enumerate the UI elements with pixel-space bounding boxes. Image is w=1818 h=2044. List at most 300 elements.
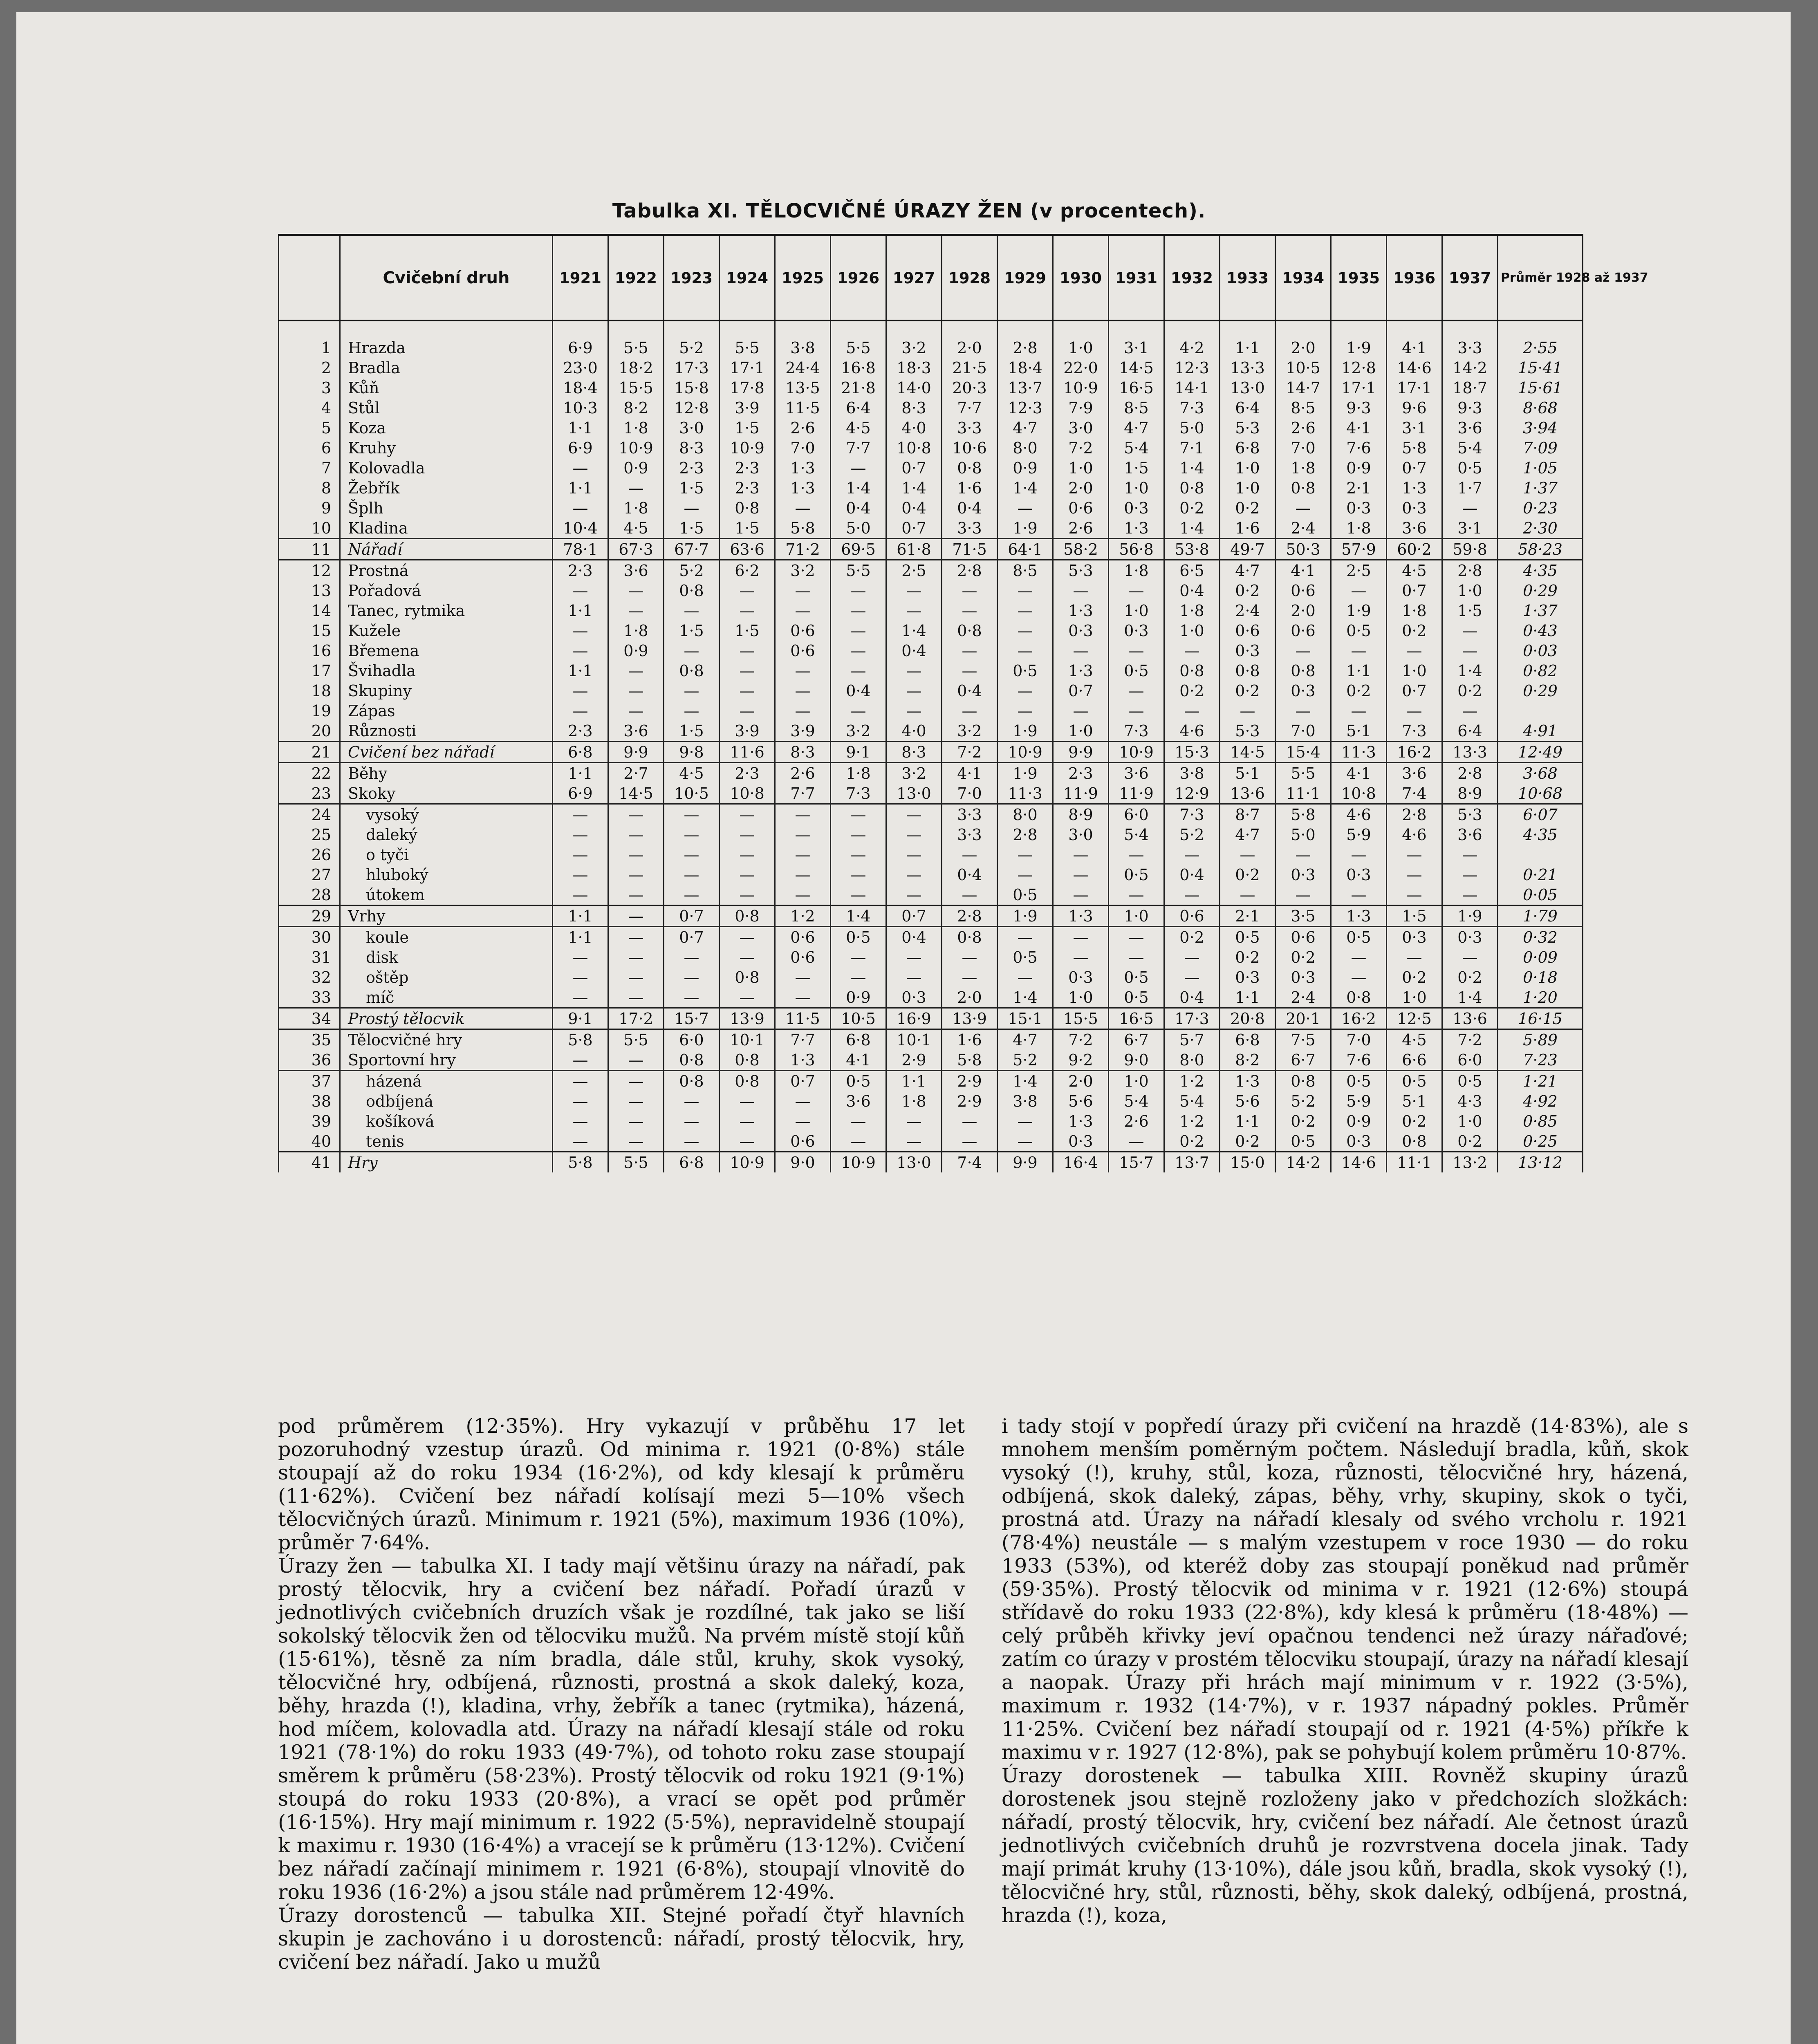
value-cell: — xyxy=(998,845,1053,865)
row-number: 23 xyxy=(279,783,340,804)
value-cell: 5·5 xyxy=(608,320,664,358)
value-cell: 0·4 xyxy=(831,681,886,701)
value-cell: 0·8 xyxy=(664,580,720,601)
average-cell: 0·05 xyxy=(1498,885,1583,905)
value-cell: 7·0 xyxy=(1276,438,1331,458)
value-cell: 16·5 xyxy=(1109,378,1164,398)
value-cell: 6·8 xyxy=(664,1152,720,1173)
value-cell: 2·9 xyxy=(886,1050,942,1071)
exercise-name: Sportovní hry xyxy=(340,1050,553,1071)
value-cell: — xyxy=(664,641,720,661)
header-year: 1929 xyxy=(998,235,1053,320)
value-cell: — xyxy=(998,498,1053,518)
value-cell: — xyxy=(998,601,1053,621)
value-cell: 0·5 xyxy=(831,1071,886,1091)
value-cell: 10·9 xyxy=(608,438,664,458)
value-cell: — xyxy=(886,580,942,601)
value-cell: — xyxy=(886,701,942,721)
table-row xyxy=(279,865,1583,885)
value-cell: 7·7 xyxy=(775,783,831,804)
value-cell: 3·6 xyxy=(1442,418,1498,438)
value-cell: 1·4 xyxy=(1442,661,1498,681)
table-row xyxy=(279,1071,1583,1091)
value-cell: 0·5 xyxy=(1220,927,1276,948)
average-cell: 1·79 xyxy=(1498,905,1583,927)
value-cell: 21·8 xyxy=(831,378,886,398)
value-cell: 0·4 xyxy=(831,498,886,518)
value-cell: — xyxy=(1387,865,1442,885)
value-cell: 9·9 xyxy=(1053,742,1109,763)
average-cell: 4·35 xyxy=(1498,560,1583,581)
exercise-name: Tanec, rytmika xyxy=(340,601,553,621)
value-cell: 20·8 xyxy=(1220,1008,1276,1029)
exercise-name: Kolovadla xyxy=(340,458,553,478)
value-cell: 6·8 xyxy=(1220,1029,1276,1050)
value-cell: — xyxy=(664,701,720,721)
average-cell: 1·37 xyxy=(1498,601,1583,621)
value-cell: — xyxy=(720,845,775,865)
value-cell: 1·5 xyxy=(664,721,720,742)
value-cell: — xyxy=(998,1111,1053,1131)
value-cell: 5·3 xyxy=(1220,721,1276,742)
average-cell: 10·68 xyxy=(1498,783,1583,804)
value-cell: — xyxy=(1387,845,1442,865)
value-cell: — xyxy=(553,947,608,967)
table-row xyxy=(279,418,1583,438)
value-cell: 2·3 xyxy=(553,721,608,742)
value-cell: 0·4 xyxy=(1164,580,1220,601)
text-column-left xyxy=(278,1414,965,1974)
table-row xyxy=(279,1111,1583,1131)
value-cell: 7·2 xyxy=(1442,1029,1498,1050)
value-cell: 4·7 xyxy=(1220,560,1276,581)
row-number: 27 xyxy=(279,865,340,885)
value-cell: — xyxy=(553,1050,608,1071)
value-cell: — xyxy=(553,1111,608,1131)
value-cell: 3·5 xyxy=(1276,905,1331,927)
table-row xyxy=(279,518,1583,539)
value-cell: 2·8 xyxy=(942,560,998,581)
value-cell: — xyxy=(1331,701,1387,721)
value-cell: — xyxy=(1387,641,1442,661)
value-cell: 2·6 xyxy=(1276,418,1331,438)
value-cell: 4·7 xyxy=(998,1029,1053,1050)
value-cell: 1·2 xyxy=(1164,1111,1220,1131)
value-cell: 1·4 xyxy=(886,478,942,498)
paragraph: pod průměrem (12·35%). Hry vykazují v průběhu 17 let pozoruhodný vzestup úrazů. Od minima r. 1921 (0·8%) stále stoupají až do roku 1934 (16·2%), od kdy klesají k průměru (11·62%). Cvičení bez nářadí kolísají mezi 5—10% všech tělocvičných úrazů. Minimum r. 1921 (5%), maximum 1936 (10%), průměr 7·64%. xyxy=(278,1414,965,1554)
value-cell: 4·7 xyxy=(1109,418,1164,438)
value-cell: 7·2 xyxy=(1053,438,1109,458)
value-cell: 2·8 xyxy=(1442,560,1498,581)
value-cell: 0·8 xyxy=(1276,661,1331,681)
exercise-name: Zápas xyxy=(340,701,553,721)
average-cell: 58·23 xyxy=(1498,539,1583,560)
value-cell: 1·6 xyxy=(942,478,998,498)
value-cell: 0·4 xyxy=(886,498,942,518)
value-cell: 3·9 xyxy=(775,721,831,742)
value-cell: — xyxy=(553,1071,608,1091)
value-cell: — xyxy=(831,701,886,721)
exercise-name: útokem xyxy=(340,885,553,905)
value-cell: — xyxy=(886,967,942,987)
value-cell: — xyxy=(998,621,1053,641)
exercise-name: Šplh xyxy=(340,498,553,518)
average-cell: 1·21 xyxy=(1498,1071,1583,1091)
value-cell: 16·2 xyxy=(1331,1008,1387,1029)
value-cell: 5·2 xyxy=(1164,825,1220,845)
value-cell: 8·3 xyxy=(664,438,720,458)
value-cell: 0·5 xyxy=(1331,927,1387,948)
value-cell: 3·6 xyxy=(1387,518,1442,539)
value-cell: 10·8 xyxy=(1331,783,1387,804)
value-cell: 1·0 xyxy=(1220,458,1276,478)
value-cell: 0·8 xyxy=(1164,661,1220,681)
value-cell: 12·5 xyxy=(1387,1008,1442,1029)
value-cell: 1·9 xyxy=(998,721,1053,742)
value-cell: 10·9 xyxy=(720,1152,775,1173)
value-cell: 5·5 xyxy=(608,1152,664,1173)
exercise-name: Stůl xyxy=(340,398,553,418)
value-cell: 1·8 xyxy=(1164,601,1220,621)
value-cell: 4·1 xyxy=(831,1050,886,1071)
value-cell: — xyxy=(831,804,886,825)
value-cell: 0·3 xyxy=(1053,621,1109,641)
value-cell: — xyxy=(1276,641,1331,661)
value-cell: 63·6 xyxy=(720,539,775,560)
value-cell: — xyxy=(1331,967,1387,987)
value-cell: 5·4 xyxy=(1442,438,1498,458)
value-cell: 0·3 xyxy=(1331,1131,1387,1152)
table-row xyxy=(279,1152,1583,1173)
table-row xyxy=(279,721,1583,742)
value-cell: 2·0 xyxy=(942,320,998,358)
value-cell: 9·9 xyxy=(998,1152,1053,1173)
value-cell: — xyxy=(664,845,720,865)
value-cell: 6·5 xyxy=(1164,560,1220,581)
value-cell: — xyxy=(1220,701,1276,721)
value-cell: 3·6 xyxy=(831,1091,886,1111)
value-cell: 9·0 xyxy=(1109,1050,1164,1071)
value-cell: 1·1 xyxy=(553,418,608,438)
exercise-name: Pořadová xyxy=(340,580,553,601)
value-cell: 8·3 xyxy=(886,398,942,418)
value-cell: — xyxy=(998,701,1053,721)
value-cell: 5·4 xyxy=(1109,1091,1164,1111)
header-year: 1926 xyxy=(831,235,886,320)
exercise-name: vysoký xyxy=(340,804,553,825)
value-cell: 9·0 xyxy=(775,1152,831,1173)
value-cell: 0·8 xyxy=(720,498,775,518)
value-cell: 2·3 xyxy=(720,478,775,498)
table-row xyxy=(279,1091,1583,1111)
value-cell: — xyxy=(553,458,608,478)
value-cell: 0·2 xyxy=(1331,681,1387,701)
value-cell: 0·6 xyxy=(1276,927,1331,948)
value-cell: 0·5 xyxy=(998,885,1053,905)
value-cell: 58·2 xyxy=(1053,539,1109,560)
average-cell: 6·07 xyxy=(1498,804,1583,825)
average-cell: 0·85 xyxy=(1498,1111,1583,1131)
value-cell: — xyxy=(831,845,886,865)
row-number: 31 xyxy=(279,947,340,967)
value-cell: — xyxy=(1164,967,1220,987)
value-cell: 0·2 xyxy=(1220,498,1276,518)
value-cell: 1·5 xyxy=(1109,458,1164,478)
value-cell: 0·2 xyxy=(1387,967,1442,987)
value-cell: 0·4 xyxy=(1164,987,1220,1008)
value-cell: 5·9 xyxy=(1331,825,1387,845)
average-cell: 13·12 xyxy=(1498,1152,1583,1173)
value-cell: 12·8 xyxy=(1331,358,1387,378)
value-cell: 5·0 xyxy=(1276,825,1331,845)
average-cell: 0·43 xyxy=(1498,621,1583,641)
value-cell: — xyxy=(1442,885,1498,905)
value-cell: — xyxy=(831,458,886,478)
value-cell: — xyxy=(886,681,942,701)
exercise-name: Kůň xyxy=(340,378,553,398)
average-cell: 7·23 xyxy=(1498,1050,1583,1071)
value-cell: 2·8 xyxy=(998,320,1053,358)
value-cell: — xyxy=(942,845,998,865)
value-cell: 8·9 xyxy=(1053,804,1109,825)
value-cell: 5·6 xyxy=(1053,1091,1109,1111)
value-cell: 15·8 xyxy=(664,378,720,398)
value-cell: 1·5 xyxy=(720,518,775,539)
table-row xyxy=(279,885,1583,905)
value-cell: 13·7 xyxy=(998,378,1053,398)
value-cell: 3·2 xyxy=(886,320,942,358)
value-cell: 7·2 xyxy=(942,742,998,763)
value-cell: 1·5 xyxy=(1387,905,1442,927)
value-cell: 2·6 xyxy=(1109,1111,1164,1131)
value-cell: — xyxy=(942,1131,998,1152)
value-cell: 2·6 xyxy=(775,418,831,438)
value-cell: 1·1 xyxy=(886,1071,942,1091)
value-cell: 9·6 xyxy=(1387,398,1442,418)
value-cell: 9·2 xyxy=(1053,1050,1109,1071)
table-row xyxy=(279,947,1583,967)
header-year: 1921 xyxy=(553,235,608,320)
value-cell: — xyxy=(1164,641,1220,661)
value-cell: 17·2 xyxy=(608,1008,664,1029)
value-cell: 1·9 xyxy=(998,763,1053,784)
header-year: 1931 xyxy=(1109,235,1164,320)
value-cell: 7·7 xyxy=(775,1029,831,1050)
value-cell: 3·2 xyxy=(775,560,831,581)
table-row xyxy=(279,804,1583,825)
table-row xyxy=(279,641,1583,661)
value-cell: 0·2 xyxy=(1387,1111,1442,1131)
value-cell: 67·7 xyxy=(664,539,720,560)
value-cell: 1·6 xyxy=(942,1029,998,1050)
row-number: 8 xyxy=(279,478,340,498)
value-cell: — xyxy=(664,804,720,825)
value-cell: 0·7 xyxy=(1387,580,1442,601)
value-cell: 1·3 xyxy=(1220,1071,1276,1091)
value-cell: 10·8 xyxy=(886,438,942,458)
value-cell: 1·1 xyxy=(553,478,608,498)
row-number: 12 xyxy=(279,560,340,581)
value-cell: 7·7 xyxy=(942,398,998,418)
exercise-name: Nářadí xyxy=(340,539,553,560)
value-cell: 14·1 xyxy=(1164,378,1220,398)
average-cell: 8·68 xyxy=(1498,398,1583,418)
value-cell: 13·3 xyxy=(1220,358,1276,378)
row-number: 13 xyxy=(279,580,340,601)
average-cell: 0·23 xyxy=(1498,498,1583,518)
value-cell: — xyxy=(1164,947,1220,967)
header-year: 1933 xyxy=(1220,235,1276,320)
header-year: 1934 xyxy=(1276,235,1331,320)
value-cell: 7·4 xyxy=(942,1152,998,1173)
average-cell: 7·09 xyxy=(1498,438,1583,458)
value-cell: 2·4 xyxy=(1220,601,1276,621)
value-cell: 5·5 xyxy=(720,320,775,358)
value-cell: 2·4 xyxy=(1276,518,1331,539)
value-cell: — xyxy=(998,865,1053,885)
value-cell: — xyxy=(886,845,942,865)
average-cell: 0·25 xyxy=(1498,1131,1583,1152)
value-cell: — xyxy=(831,661,886,681)
value-cell: 0·5 xyxy=(1109,865,1164,885)
value-cell: 2·5 xyxy=(886,560,942,581)
value-cell: — xyxy=(831,825,886,845)
value-cell: 14·5 xyxy=(608,783,664,804)
value-cell: 20·3 xyxy=(942,378,998,398)
value-cell: — xyxy=(1109,641,1164,661)
value-cell: 1·4 xyxy=(998,1071,1053,1091)
value-cell: 0·2 xyxy=(1220,681,1276,701)
value-cell: — xyxy=(775,967,831,987)
value-cell: 10·6 xyxy=(942,438,998,458)
value-cell: 0·8 xyxy=(720,905,775,927)
value-cell: — xyxy=(1053,947,1109,967)
exercise-name: košíková xyxy=(340,1111,553,1131)
value-cell: 4·7 xyxy=(1220,825,1276,845)
row-number: 18 xyxy=(279,681,340,701)
value-cell: — xyxy=(1276,498,1331,518)
value-cell: 10·5 xyxy=(831,1008,886,1029)
value-cell: 10·1 xyxy=(886,1029,942,1050)
value-cell: — xyxy=(775,825,831,845)
value-cell: 11·9 xyxy=(1053,783,1109,804)
value-cell: — xyxy=(775,601,831,621)
value-cell: — xyxy=(608,885,664,905)
value-cell: 69·5 xyxy=(831,539,886,560)
value-cell: 14·0 xyxy=(886,378,942,398)
value-cell: 50·3 xyxy=(1276,539,1331,560)
value-cell: — xyxy=(1053,580,1109,601)
exercise-name: házená xyxy=(340,1071,553,1091)
value-cell: 13·6 xyxy=(1220,783,1276,804)
value-cell: 71·2 xyxy=(775,539,831,560)
value-cell: — xyxy=(720,865,775,885)
value-cell: — xyxy=(720,947,775,967)
value-cell: 13·0 xyxy=(1220,378,1276,398)
row-number: 22 xyxy=(279,763,340,784)
value-cell: 1·4 xyxy=(831,905,886,927)
value-cell: — xyxy=(664,601,720,621)
value-cell: 0·3 xyxy=(1220,967,1276,987)
value-cell: 53·8 xyxy=(1164,539,1220,560)
value-cell: 0·7 xyxy=(1387,458,1442,478)
value-cell: — xyxy=(720,1131,775,1152)
value-cell: 5·3 xyxy=(1053,560,1109,581)
average-cell: 16·15 xyxy=(1498,1008,1583,1029)
value-cell: 13·9 xyxy=(942,1008,998,1029)
average-cell: 4·35 xyxy=(1498,825,1583,845)
value-cell: 0·8 xyxy=(720,967,775,987)
average-cell: 0·32 xyxy=(1498,927,1583,948)
value-cell: 5·6 xyxy=(1220,1091,1276,1111)
value-cell: — xyxy=(1109,927,1164,948)
value-cell: — xyxy=(553,701,608,721)
value-cell: 4·3 xyxy=(1442,1091,1498,1111)
value-cell: 13·9 xyxy=(720,1008,775,1029)
value-cell: 11·5 xyxy=(775,1008,831,1029)
value-cell: 9·9 xyxy=(608,742,664,763)
value-cell: — xyxy=(608,825,664,845)
value-cell: 7·9 xyxy=(1053,398,1109,418)
value-cell: — xyxy=(775,885,831,905)
value-cell: — xyxy=(1053,701,1109,721)
row-number: 5 xyxy=(279,418,340,438)
value-cell: 15·7 xyxy=(1109,1152,1164,1173)
exercise-name: daleký xyxy=(340,825,553,845)
value-cell: 1·9 xyxy=(998,905,1053,927)
row-number: 4 xyxy=(279,398,340,418)
value-cell: 6·0 xyxy=(1109,804,1164,825)
row-number: 39 xyxy=(279,1111,340,1131)
value-cell: — xyxy=(1387,885,1442,905)
value-cell: 2·0 xyxy=(942,987,998,1008)
value-cell: 14·2 xyxy=(1276,1152,1331,1173)
table-row xyxy=(279,478,1583,498)
value-cell: — xyxy=(1331,845,1387,865)
value-cell: — xyxy=(608,987,664,1008)
value-cell: 0·7 xyxy=(886,905,942,927)
value-cell: 7·3 xyxy=(1109,721,1164,742)
exercise-name: koule xyxy=(340,927,553,948)
value-cell: 17·3 xyxy=(664,358,720,378)
value-cell: 1·4 xyxy=(1164,518,1220,539)
value-cell: 0·3 xyxy=(1387,927,1442,948)
value-cell: — xyxy=(664,498,720,518)
value-cell: 4·5 xyxy=(831,418,886,438)
value-cell: — xyxy=(553,987,608,1008)
value-cell: 1·3 xyxy=(1331,905,1387,927)
value-cell: — xyxy=(998,927,1053,948)
value-cell: 2·0 xyxy=(1276,601,1331,621)
value-cell: 0·3 xyxy=(1331,498,1387,518)
row-number: 15 xyxy=(279,621,340,641)
value-cell: 1·7 xyxy=(1442,478,1498,498)
value-cell: — xyxy=(664,1091,720,1111)
row-number: 21 xyxy=(279,742,340,763)
value-cell: — xyxy=(553,967,608,987)
value-cell: 3·1 xyxy=(1109,320,1164,358)
value-cell: — xyxy=(1442,845,1498,865)
exercise-name: Různosti xyxy=(340,721,553,742)
value-cell: 5·8 xyxy=(553,1152,608,1173)
value-cell: 18·2 xyxy=(608,358,664,378)
value-cell: 5·8 xyxy=(942,1050,998,1071)
value-cell: 1·8 xyxy=(608,621,664,641)
value-cell: 21·5 xyxy=(942,358,998,378)
value-cell: 5·4 xyxy=(1109,825,1164,845)
value-cell: — xyxy=(720,825,775,845)
value-cell: 6·4 xyxy=(1220,398,1276,418)
